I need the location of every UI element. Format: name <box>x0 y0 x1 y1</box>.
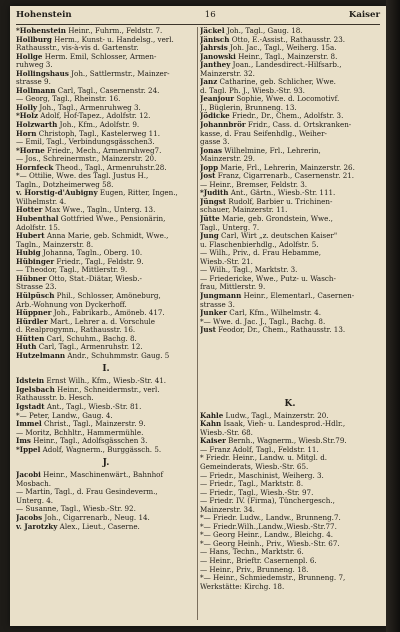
directory-entry <box>16 318 196 327</box>
entry-surname: Hütten <box>16 334 45 343</box>
entry-details: Joh., Tagl., Gaug. 18. <box>224 27 303 35</box>
directory-entry <box>200 198 380 207</box>
entry-details: Friedr., Tagl., Feldstr. 9. <box>54 257 144 266</box>
entry-details: Carl, Wirt „z. deutschen Kaiser" <box>218 232 338 241</box>
entry-surname: v. Horstig-d'Aubigny <box>16 189 98 198</box>
entry-details: Rathausstr., vis-à-vis d. Gartenstr. <box>16 44 139 53</box>
entry-details: d. Realprogymn., Rathausstr. 16. <box>16 326 136 335</box>
entry-surname: Jänisch <box>200 35 230 44</box>
entry-details: Catharine, geb. Schlicher, Wwe. <box>217 78 336 87</box>
entry-details: — Friedr., Tagl., Wiesb.-Str. 97. <box>200 488 314 497</box>
entry-surname: *Hohenstein <box>16 27 66 35</box>
entry-details: Tagln., Mainzerstr. 8. <box>16 240 94 249</box>
entry-details: Theod., Tagl., Armenruhstr.28. <box>53 163 167 172</box>
entry-details: Gemeinderats, Wiesb.-Str. 65. <box>200 462 309 471</box>
directory-entry <box>16 224 196 233</box>
entry-details: Herm., Kunst- u. Handelsg., verl. <box>51 35 174 44</box>
entry-details: Heinr., Schneidermstr., verl. <box>54 385 160 394</box>
blank-space <box>200 335 380 395</box>
directory-entry <box>200 292 380 301</box>
entry-details: Werkstätte: Kirchg. 18. <box>200 582 285 591</box>
entry-details: *— Peter, Landw., Gaug. 4. <box>16 411 113 420</box>
entry-surname: Kaiser <box>200 437 226 446</box>
entry-details: Friedr., Mech., Armenruhweg7. <box>44 146 162 155</box>
entry-details: *— Wwe. d. Jac. J., Tagl., Bachg. 8. <box>200 317 326 326</box>
directory-page <box>10 6 386 626</box>
entry-surname: *Horne <box>16 146 45 155</box>
directory-entry <box>16 95 196 104</box>
entry-surname: Jacobs <box>16 513 43 522</box>
entry-surname: Jungmann <box>200 291 242 300</box>
directory-entry <box>16 164 196 173</box>
entry-details: Heinr., Maschinenwärt., Bahnhof <box>40 471 164 480</box>
entry-details: Joh., Sattlermstr., Mainzer- <box>68 69 170 78</box>
entry-details: Strasse 23. <box>16 283 57 292</box>
entry-details: *— Friedr.Wilh.,Landw.,Wiesb.-Str.77. <box>200 522 337 531</box>
entry-details: Fridr., Cass. d. Ortskranken- <box>245 121 352 130</box>
directory-entry <box>16 112 196 121</box>
directory-entry <box>200 258 380 267</box>
directory-entry <box>16 27 196 36</box>
entry-details: *— Ottilie, Wwe. des Tagl. Justus H., <box>16 172 149 181</box>
column-divider <box>197 27 198 620</box>
entry-surname: Jödicke <box>200 112 230 121</box>
entry-details: Christoph, Tagl., Kastelerweg 11. <box>36 129 160 138</box>
directory-entry <box>200 189 380 198</box>
directory-entry <box>200 36 380 45</box>
entry-details: Mainzerstr. 34. <box>200 505 255 514</box>
section-heading: I. <box>102 364 110 375</box>
directory-entry <box>16 326 196 335</box>
directory-entry <box>200 130 380 139</box>
entry-details: Carl, Kfm., Wilhelmstr. 4. <box>227 309 321 318</box>
directory-entry <box>16 44 196 53</box>
directory-entry <box>16 215 196 224</box>
entry-surname: Jütte <box>200 215 220 224</box>
entry-details: Ludw., Tagl., Mainzerstr. 20. <box>223 411 329 420</box>
directory-entry <box>16 386 196 395</box>
directory-entry <box>200 215 380 224</box>
entry-details: Feodor, Dr., Chem., Rathausstr. 13. <box>215 326 346 335</box>
directory-entry <box>200 566 380 575</box>
directory-entry <box>16 172 196 181</box>
section-heading: K. <box>284 398 296 409</box>
entry-details: Max Wwe., Tagln., Unterg. 13. <box>42 206 156 215</box>
header-first-name: Hohenstein <box>16 10 72 20</box>
directory-entry <box>200 574 380 583</box>
directory-entry <box>200 446 380 455</box>
entry-details: — Heinr., Bremser, Feldstr. 3. <box>200 180 308 189</box>
entry-details: Rathausstr. b. Hesch. <box>16 394 94 403</box>
entry-surname: Janthey <box>200 61 231 70</box>
entry-surname: Jäckel <box>200 27 225 35</box>
directory-entry <box>200 454 380 463</box>
entry-details: — Martin, Tagl., d. Frau Gesindeverm., <box>16 488 158 497</box>
entry-details: Unterg. 4. <box>16 496 54 505</box>
entry-surname: Hubig <box>16 249 41 258</box>
directory-entry <box>16 437 196 446</box>
directory-entry <box>16 206 196 215</box>
entry-details: — Emil, Tagl., Verbindungsgässchen3. <box>16 138 155 147</box>
entry-details: Gottfried Wwe., Pensionärin, <box>58 215 166 224</box>
entry-details: *— Heinr., Schmiedemstr., Brunneng. 7, <box>200 574 346 583</box>
directory-entry <box>200 275 380 284</box>
directory-entry <box>200 112 380 121</box>
entry-surname: Hubenthal <box>16 215 59 224</box>
directory-entry <box>200 249 380 258</box>
entry-details: *— Georg Heinh., Priv., Wiesb.-Str. 67. <box>200 539 340 548</box>
entry-details: — Heinr., Brieftr. Casernenpl. 6. <box>200 556 317 565</box>
entry-surname: Ims <box>16 437 31 446</box>
entry-details: strasse 3. <box>200 300 235 309</box>
entry-details: d. Tagl. Ph. J., Wiesb.-Str. 93. <box>200 86 305 95</box>
directory-entry <box>200 147 380 156</box>
directory-entry <box>200 318 380 327</box>
entry-details: Ant., Tagl., Wiesb.-Str. 81. <box>44 402 142 411</box>
entry-details: Carl, Schuhm., Bachg. 8. <box>44 334 137 343</box>
entry-details: Joh., Tagl., Armenruhweg 3. <box>37 103 141 112</box>
entry-details: Adolf, Hof-Tapez., Adolfstr. 12. <box>38 112 151 121</box>
directory-entry <box>16 292 196 301</box>
directory-entry <box>200 44 380 53</box>
entry-surname: Kahle <box>200 411 224 420</box>
directory-entry <box>200 206 380 215</box>
directory-entry <box>200 326 380 335</box>
directory-entry <box>200 172 380 181</box>
entry-surname: Jonas <box>200 146 222 155</box>
entry-surname: *Holz <box>16 112 39 121</box>
page-header <box>16 10 380 25</box>
entry-surname: Igstadt <box>16 402 45 411</box>
entry-surname: Hotter <box>16 206 43 215</box>
directory-entry <box>200 164 380 173</box>
entry-details: gasse 3. <box>200 138 230 147</box>
entry-surname: *Judith <box>200 189 229 198</box>
directory-entry <box>16 403 196 412</box>
directory-entry <box>16 343 196 352</box>
directory-entry <box>16 181 196 190</box>
entry-details: Arb.-Wohnung von Dyckerhoff. <box>16 300 127 309</box>
entry-details: — Susanne, Tagl., Wiesb.-Str. 92. <box>16 505 136 514</box>
directory-entry <box>16 480 196 489</box>
directory-entry <box>16 523 196 532</box>
entry-details: Ernst Wilh., Kfm., Wiesb.-Str. 41. <box>44 377 167 386</box>
directory-entry <box>200 61 380 70</box>
directory-entry <box>16 266 196 275</box>
entry-details: Joh., Cigarrenarb., Neug. 14. <box>42 513 150 522</box>
entry-surname: Janowski <box>200 52 236 61</box>
entry-details: Phil., Schlosser, Amöneburg, <box>54 291 161 300</box>
entry-details: Sophie, Wwe. d. Locomotivf. <box>234 95 340 104</box>
entry-details: Carl, Tagl., Casernenstr. 24. <box>55 86 160 95</box>
entry-details: — Franz Adolf, Tagl., Feldstr. 11. <box>200 445 319 454</box>
entry-details: Herm. Emil, Schlosser, Armen- <box>42 52 157 61</box>
directory-entry <box>16 394 196 403</box>
entry-details: — Moritz, Bchhltr., Hammermühle. <box>16 428 144 437</box>
entry-details: Tagln., Dotzheimerweg 58. <box>16 180 114 189</box>
directory-entry <box>200 232 380 241</box>
entry-details: *— Georg Heinr., Landw., Bleichg. 4. <box>200 531 334 540</box>
directory-entry <box>16 87 196 96</box>
directory-entry <box>200 489 380 498</box>
directory-entry <box>200 301 380 310</box>
directory-entry <box>200 138 380 147</box>
entry-surname: Hubert <box>16 232 45 241</box>
directory-entry <box>200 27 380 36</box>
entry-details: Heinr., Tagl., Adolfsgässchen 3. <box>30 437 148 446</box>
directory-entry <box>200 480 380 489</box>
entry-details: Mainzerstr. 29. <box>200 155 255 164</box>
entry-surname: Holzwarth <box>16 121 58 130</box>
entry-details: Alex., Lieut., Caserne. <box>57 522 140 531</box>
directory-entry <box>16 275 196 284</box>
entry-surname: Jopp <box>200 163 219 172</box>
directory-entry <box>16 70 196 79</box>
entry-surname: Kahn <box>200 420 222 429</box>
entry-surname: Hübner <box>16 274 47 283</box>
entry-details: Heinr., Elementarl., Casernen- <box>241 291 355 300</box>
directory-entry <box>16 497 196 506</box>
directory-entry <box>16 198 196 207</box>
directory-entry <box>200 104 380 113</box>
directory-entry <box>200 53 380 62</box>
directory-entry <box>16 335 196 344</box>
directory-entry <box>16 505 196 514</box>
entry-surname: v. Jarotzky <box>16 522 58 531</box>
entry-details: Otto, Stat.-Diätar, Wiesb.- <box>46 274 142 283</box>
entry-surname: Johannbrör <box>200 121 246 130</box>
entry-surname: Igelsbach <box>16 385 55 394</box>
directory-entry <box>200 412 380 421</box>
directory-entry <box>200 548 380 557</box>
entry-details: Mart., Lehrer a. d. Vorschule <box>47 317 156 326</box>
entry-surname: Just <box>200 326 216 335</box>
entry-details: — Theodor, Tagl., Mittlerstr. 9. <box>16 266 128 275</box>
entry-details: Joh. Jac., Tagl., Weiherg. 15a. <box>227 44 337 53</box>
directory-entry <box>16 377 196 386</box>
entry-surname: Jost <box>200 172 216 181</box>
entry-details: Marie, geb. Grondstein, Wwe., <box>219 215 333 224</box>
entry-details: Christ., Tagl., Mainzerstr. 9. <box>41 420 146 429</box>
page-number: 16 <box>204 10 216 20</box>
entry-surname: Hornfeck <box>16 163 54 172</box>
directory-entry <box>200 266 380 275</box>
directory-entry <box>16 189 196 198</box>
entry-details: ruhweg 3. <box>16 61 53 70</box>
entry-details: Mosbach. <box>16 479 51 488</box>
entry-surname: Junker <box>200 309 228 318</box>
directory-entry <box>16 412 196 421</box>
entry-details: — Friedr., Tagl., Marktstr. 8. <box>200 480 304 489</box>
directory-entry <box>16 258 196 267</box>
entry-details: — Friedericke, Wwe., Putz- u. Wasch- <box>200 274 336 283</box>
directory-entry <box>16 241 196 250</box>
entry-surname: Idstein <box>16 377 45 386</box>
directory-entry <box>16 138 196 147</box>
directory-entry <box>200 531 380 540</box>
entry-details: — Wilh., Priv., d. Frau Hebamme, <box>200 249 322 258</box>
entry-details: — Georg, Tagl., Rheinstr. 16. <box>16 95 121 104</box>
directory-entry <box>16 130 196 139</box>
entry-details: — Heinr., Priv., Brunneng. 18. <box>200 565 309 574</box>
directory-entry <box>16 429 196 438</box>
entry-details: Tagl., Unterg. 7. <box>200 223 260 232</box>
directory-entry <box>16 283 196 292</box>
entry-details: Heinr., Tagl., Mainzerstr. 8. <box>235 52 338 61</box>
section-heading: J. <box>102 458 110 469</box>
directory-entry <box>16 420 196 429</box>
entry-surname: Hollge <box>16 52 43 61</box>
entry-details: frau, Mittlerstr. 9. <box>200 283 266 292</box>
directory-entry <box>16 249 196 258</box>
entry-details: — Friedr., Maschinist, Weiherg. 3. <box>200 471 324 480</box>
entry-details: Wilhelmstr. 4. <box>16 197 67 206</box>
directory-entry <box>200 420 380 429</box>
entry-details: Joh., Kfm., Adolfstr. 9. <box>57 121 140 130</box>
directory-entry <box>200 78 380 87</box>
entry-details: Wiesb.-Str. 68. <box>200 428 253 437</box>
entry-details: — Hans, Techn., Marktstr. 6. <box>200 548 304 557</box>
entry-surname: *Ippel <box>16 445 41 454</box>
directory-entry <box>200 309 380 318</box>
entry-details: Wilhelmine, Frl., Lehrerin, <box>221 146 321 155</box>
entry-details: Carl, Tagl., Armenruhstr. 12. <box>36 343 143 352</box>
entry-surname: Hülpüsch <box>16 291 55 300</box>
directory-entry <box>200 514 380 523</box>
entry-details: kasse, d. Frau Seifenhdlg., Weiher- <box>200 129 327 138</box>
directory-entry <box>200 181 380 190</box>
directory-entry <box>200 463 380 472</box>
entry-details: Isaak, Vieh- u. Landesprod.-Hdlr., <box>221 420 346 429</box>
entry-details: strasse 9. <box>16 78 51 87</box>
entry-surname: Janz <box>200 78 218 87</box>
directory-entry <box>16 309 196 318</box>
entry-details: Wiesb.-Str. 21. <box>200 257 253 266</box>
directory-entry <box>16 121 196 130</box>
directory-entry <box>16 488 196 497</box>
entry-details: Eugen, Ritter, Ingen., <box>97 189 178 198</box>
directory-entry <box>200 472 380 481</box>
entry-surname: Hutzelmann <box>16 351 66 360</box>
directory-entry <box>200 87 380 96</box>
entry-surname: Hübinger <box>16 257 55 266</box>
entry-surname: Hüppner <box>16 309 52 318</box>
entry-surname: Jacobi <box>16 471 41 480</box>
entry-details: Joan., Landesdirect.-Hilfsarb., <box>230 61 342 70</box>
directory-entry <box>16 301 196 310</box>
directory-entry <box>16 352 196 361</box>
entry-details: Rudolf, Barbier u. Trichinen- <box>226 197 333 206</box>
directory-entry <box>200 523 380 532</box>
directory-entry <box>16 36 196 45</box>
left-column <box>16 27 196 531</box>
entry-details: — Friedr. IV. (Firma), Tünchergesch., <box>200 497 335 506</box>
directory-entry <box>200 557 380 566</box>
entry-details: — Wilh., Tagl., Marktstr. 3. <box>200 266 298 275</box>
entry-details: Ant., Gärtn., Wiesb.-Str. 111. <box>228 189 336 198</box>
directory-entry <box>200 437 380 446</box>
entry-details: Franz, Cigarrenarb., Casernenstr. 21. <box>215 172 355 181</box>
directory-entry <box>16 514 196 523</box>
entry-details: Otto, E.-Assist., Rathausstr. 23. <box>229 35 346 44</box>
directory-entry <box>200 497 380 506</box>
directory-entry <box>16 104 196 113</box>
directory-entry <box>16 147 196 156</box>
directory-entry <box>200 506 380 515</box>
entry-surname: Jüngst <box>200 197 227 206</box>
entry-surname: Hürdler <box>16 317 48 326</box>
entry-details: Johanna, Tagln., Oberg. 10. <box>40 249 143 258</box>
directory-entry <box>16 446 196 455</box>
entry-surname: Holly <box>16 103 38 112</box>
directory-entry <box>200 224 380 233</box>
entry-details: Friedr., Dr., Chem., Adolfstr. 3. <box>229 112 344 121</box>
entry-details: * Friedr. Heinr., Landw. u. Mitgl. d. <box>200 454 328 463</box>
directory-entry <box>200 70 380 79</box>
entry-details: *— Friedr. Ludw., Landw., Brunneng.7. <box>200 514 341 523</box>
entry-details: Bernh., Wagnerm., Wiesb.Str.79. <box>225 437 347 446</box>
directory-entry <box>16 155 196 164</box>
entry-details: schauer, Mainzerstr. 11. <box>200 206 288 215</box>
directory-entry <box>200 95 380 104</box>
entry-surname: Immel <box>16 420 42 429</box>
directory-entry <box>200 155 380 164</box>
entry-details: Heinr., Fuhrm., Feldstr. 7. <box>65 27 163 35</box>
entry-details: Adolfstr. 15. <box>16 223 61 232</box>
entry-surname: Jahrsis <box>200 44 228 53</box>
directory-entry <box>16 61 196 70</box>
entry-details: Andr., Schuhmmstr. Gaug. 5 <box>65 351 170 360</box>
directory-entry <box>16 53 196 62</box>
directory-entry <box>16 78 196 87</box>
directory-entry <box>200 540 380 549</box>
entry-surname: Hollmann <box>16 86 56 95</box>
directory-entry <box>200 429 380 438</box>
entry-details: J., Büglerin, Brunneng. 13. <box>200 103 297 112</box>
entry-details: Anna Marie, geb. Schmidt, Wwe., <box>44 232 169 241</box>
right-column <box>200 27 380 591</box>
directory-entry <box>200 283 380 292</box>
entry-details: u. Flaschenbierhdlg., Adolfstr. 5. <box>200 240 319 249</box>
directory-entry <box>200 583 380 592</box>
entry-surname: Huth <box>16 343 37 352</box>
directory-entry <box>200 121 380 130</box>
entry-surname: Jung <box>200 232 219 241</box>
entry-details: Marie, Frl., Lehrerin, Mainzerstr. 26. <box>218 163 355 172</box>
entry-surname: Hollingshaus <box>16 69 69 78</box>
entry-details: Adolf, Wagnerm., Burggässch. 5. <box>40 445 162 454</box>
entry-details: — Jos., Schreinermstr., Mainzerstr. 20. <box>16 155 157 164</box>
entry-surname: Horn <box>16 129 37 138</box>
entry-details: Joh., Fabrikarb., Amöneb. 417. <box>51 309 165 318</box>
entry-surname: Jeanjour <box>200 95 235 104</box>
entry-details: Mainzerstr. 32. <box>200 69 255 78</box>
directory-entry <box>200 241 380 250</box>
entry-surname: Hollburg <box>16 35 52 44</box>
directory-entry <box>16 471 196 480</box>
header-last-name: Kaiser <box>348 10 380 20</box>
directory-entry <box>16 232 196 241</box>
book-binding <box>386 0 400 632</box>
